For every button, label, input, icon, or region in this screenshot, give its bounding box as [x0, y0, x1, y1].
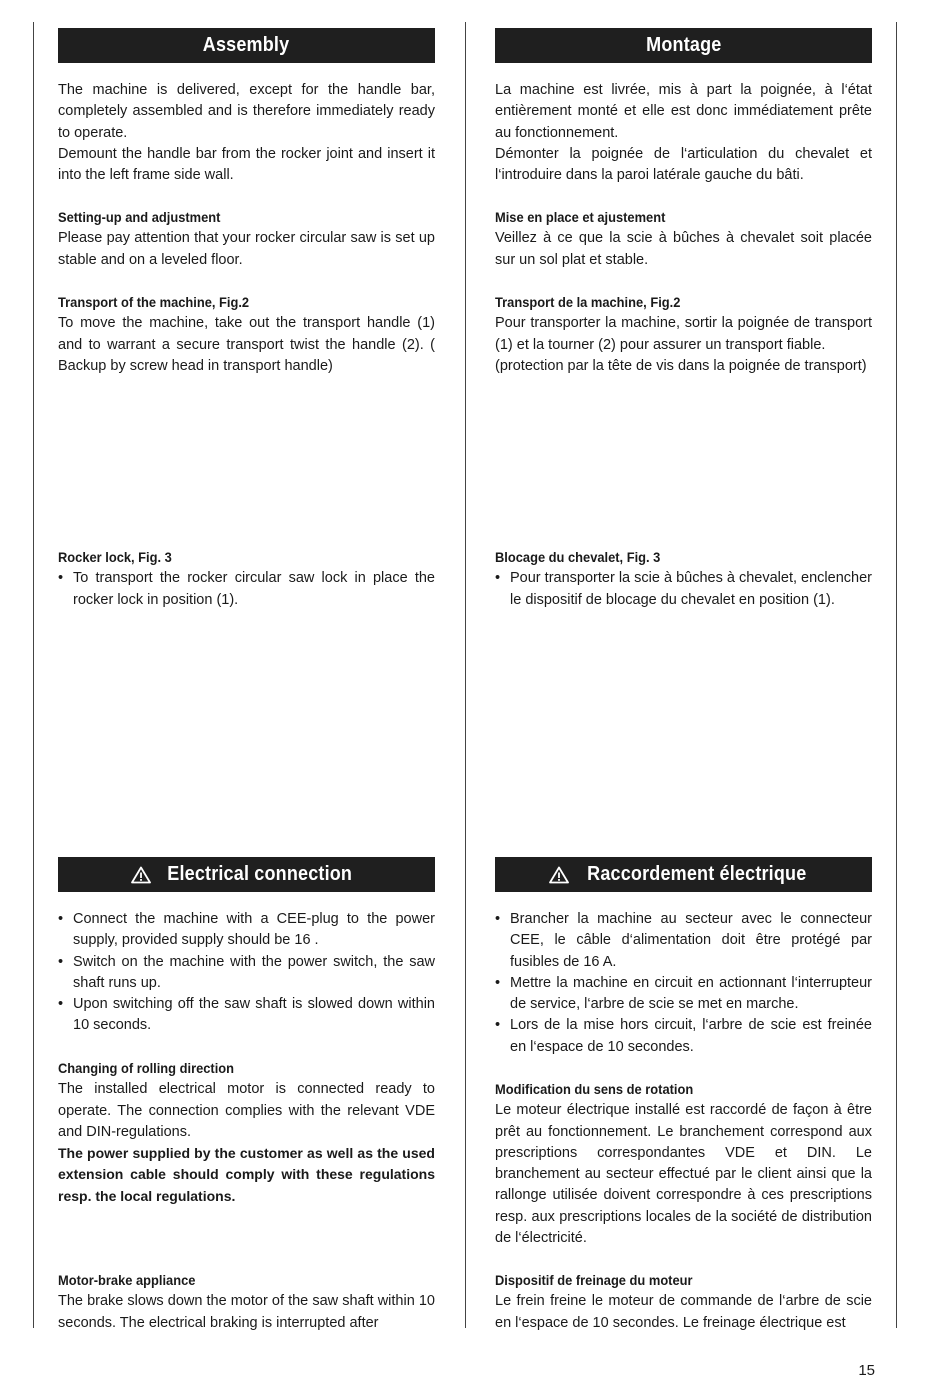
rolling-heading: Changing of rolling direction — [58, 1060, 235, 1076]
brake-section — [58, 1270, 435, 1334]
list-item: • Brancher la machine au secteur avec le connecteur CEE, le câble d‘alimentation doit être protégé par fusibles de 16 A. — [495, 909, 872, 973]
setting-text: Please pay attention that your rocker circular saw is set up stable and on a leveled floor. — [58, 230, 435, 268]
electrical-title: Electrical connection — [167, 863, 352, 885]
assembly-paragraph-1: The machine is delivered, except for the handle bar, completely assembled and is therefore immediately ready to operate. — [58, 82, 435, 141]
assembly-title: Assembly — [203, 34, 290, 56]
warning-icon — [549, 866, 569, 884]
blocage-list — [495, 568, 872, 611]
raccordement-list — [495, 909, 872, 1058]
mise-en-place-section — [495, 207, 872, 271]
list-item: • Switch on the machine with the power switch, the saw shaft runs up. — [58, 952, 435, 995]
freinage-section — [495, 1270, 872, 1334]
rolling-bold-text: The power supplied by the customer as well as the used extension cable should comply with these regulations resp. the local regulations. — [58, 1145, 435, 1204]
list-item: • Pour transporter la scie à bûches à chevalet, enclencher le dispositif de blocage du chevalet en position (1). — [495, 568, 872, 611]
right-rule — [896, 22, 897, 1328]
transport-fr-section — [495, 292, 872, 377]
middle-rule — [465, 22, 466, 1328]
rocker-lock-heading: Rocker lock, Fig. 3 — [58, 549, 172, 565]
rotation-heading: Modification du sens de rotation — [495, 1081, 694, 1097]
brake-text: The brake slows down the motor of the saw shaft within 10 seconds. The electrical braking is interrupted after — [58, 1293, 435, 1331]
list-item: • To transport the rocker circular saw lock in place the rocker lock in position (1). — [58, 568, 435, 611]
raccordement-section — [495, 909, 872, 1058]
assembly-paragraph-2: Demount the handle bar from the rocker joint and insert it into the left frame side wall. — [58, 145, 435, 184]
mise-en-place-text: Veillez à ce que la scie à bûches à chevalet soit placée sur un sol plat et stable. — [495, 230, 872, 268]
rolling-text: The installed electrical motor is connected ready to operate. The connection complies with the relevant VDE and DIN-regulations. — [58, 1081, 435, 1140]
page-number: 15 — [858, 1362, 875, 1379]
assembly-title-bar — [58, 28, 435, 63]
setting-section — [58, 207, 435, 271]
mise-en-place-heading: Mise en place et ajustement — [495, 209, 666, 225]
brake-heading: Motor-brake appliance — [58, 1272, 196, 1288]
list-item: • Connect the machine with a CEE-plug to the power supply, provided supply should be 16 . — [58, 909, 435, 952]
montage-text — [495, 80, 872, 186]
transport-text: To move the machine, take out the transport handle (1) and to warrant a secure transport twist the handle (2). ( Backup by screw head in transport handle) — [58, 315, 435, 374]
montage-title: Montage — [645, 34, 722, 56]
list-item: • Upon switching off the saw shaft is slowed down within 10 seconds. — [58, 994, 435, 1037]
raccordement-title-bar — [495, 857, 872, 892]
rotation-text: Le moteur électrique installé est raccordé de façon à être prêt au fonctionnement. Le branchement correspond aux prescriptions correspondantes VDE et DIN. Le branchement au secteur effectué par le client ainsi que la rallonge utilisée doivent correspondre à ces prescriptions resp. aux prescriptions locales de la société de distribution de l‘électricité. — [495, 1102, 872, 1247]
transport-fr-text-1: Pour transporter la machine, sortir la poignée de transport (1) et la tourner (2) pour assurer un transport fiable. — [495, 315, 872, 353]
rotation-section — [495, 1079, 872, 1249]
blocage-heading: Blocage du chevalet, Fig. 3 — [495, 549, 661, 565]
rocker-lock-section — [58, 547, 435, 611]
warning-icon — [131, 866, 151, 884]
montage-title-bar — [495, 28, 872, 63]
transport-fr-heading: Transport de la machine, Fig.2 — [495, 294, 681, 310]
electrical-list — [58, 909, 435, 1037]
transport-section — [58, 292, 435, 377]
freinage-text: Le frein freine le moteur de commande de l‘arbre de scie en l‘espace de 10 secondes. Le freinage électrique est — [495, 1293, 872, 1331]
raccordement-title: Raccordement électrique — [586, 863, 807, 885]
electrical-title-bar — [58, 857, 435, 892]
rolling-section — [58, 1058, 435, 1207]
montage-paragraph-2: Démonter la poignée de l‘articulation du chevalet et l‘introduire dans la paroi latérale gauche du bâti. — [495, 145, 872, 184]
setting-heading: Setting-up and adjustment — [58, 209, 221, 225]
transport-fr-text-2: (protection par la tête de vis dans la poignée de transport) — [495, 357, 867, 374]
freinage-heading: Dispositif de freinage du moteur — [495, 1272, 693, 1288]
transport-heading: Transport of the machine, Fig.2 — [58, 294, 250, 310]
list-item: • Mettre la machine en circuit en actionnant l‘interrupteur de service, l‘arbre de scie se met en marche. — [495, 973, 872, 1016]
montage-paragraph-1: La machine est livrée, mis à part la poignée, à l‘état entièrement monté et elle est donc immédiatement prête au fonctionnement. — [495, 82, 872, 141]
blocage-section — [495, 547, 872, 611]
rocker-lock-list — [58, 568, 435, 611]
electrical-section — [58, 909, 435, 1037]
assembly-text — [58, 80, 435, 186]
left-rule — [33, 22, 34, 1328]
list-item: • Lors de la mise hors circuit, l‘arbre de scie est freinée en l‘espace de 10 secondes. — [495, 1015, 872, 1058]
